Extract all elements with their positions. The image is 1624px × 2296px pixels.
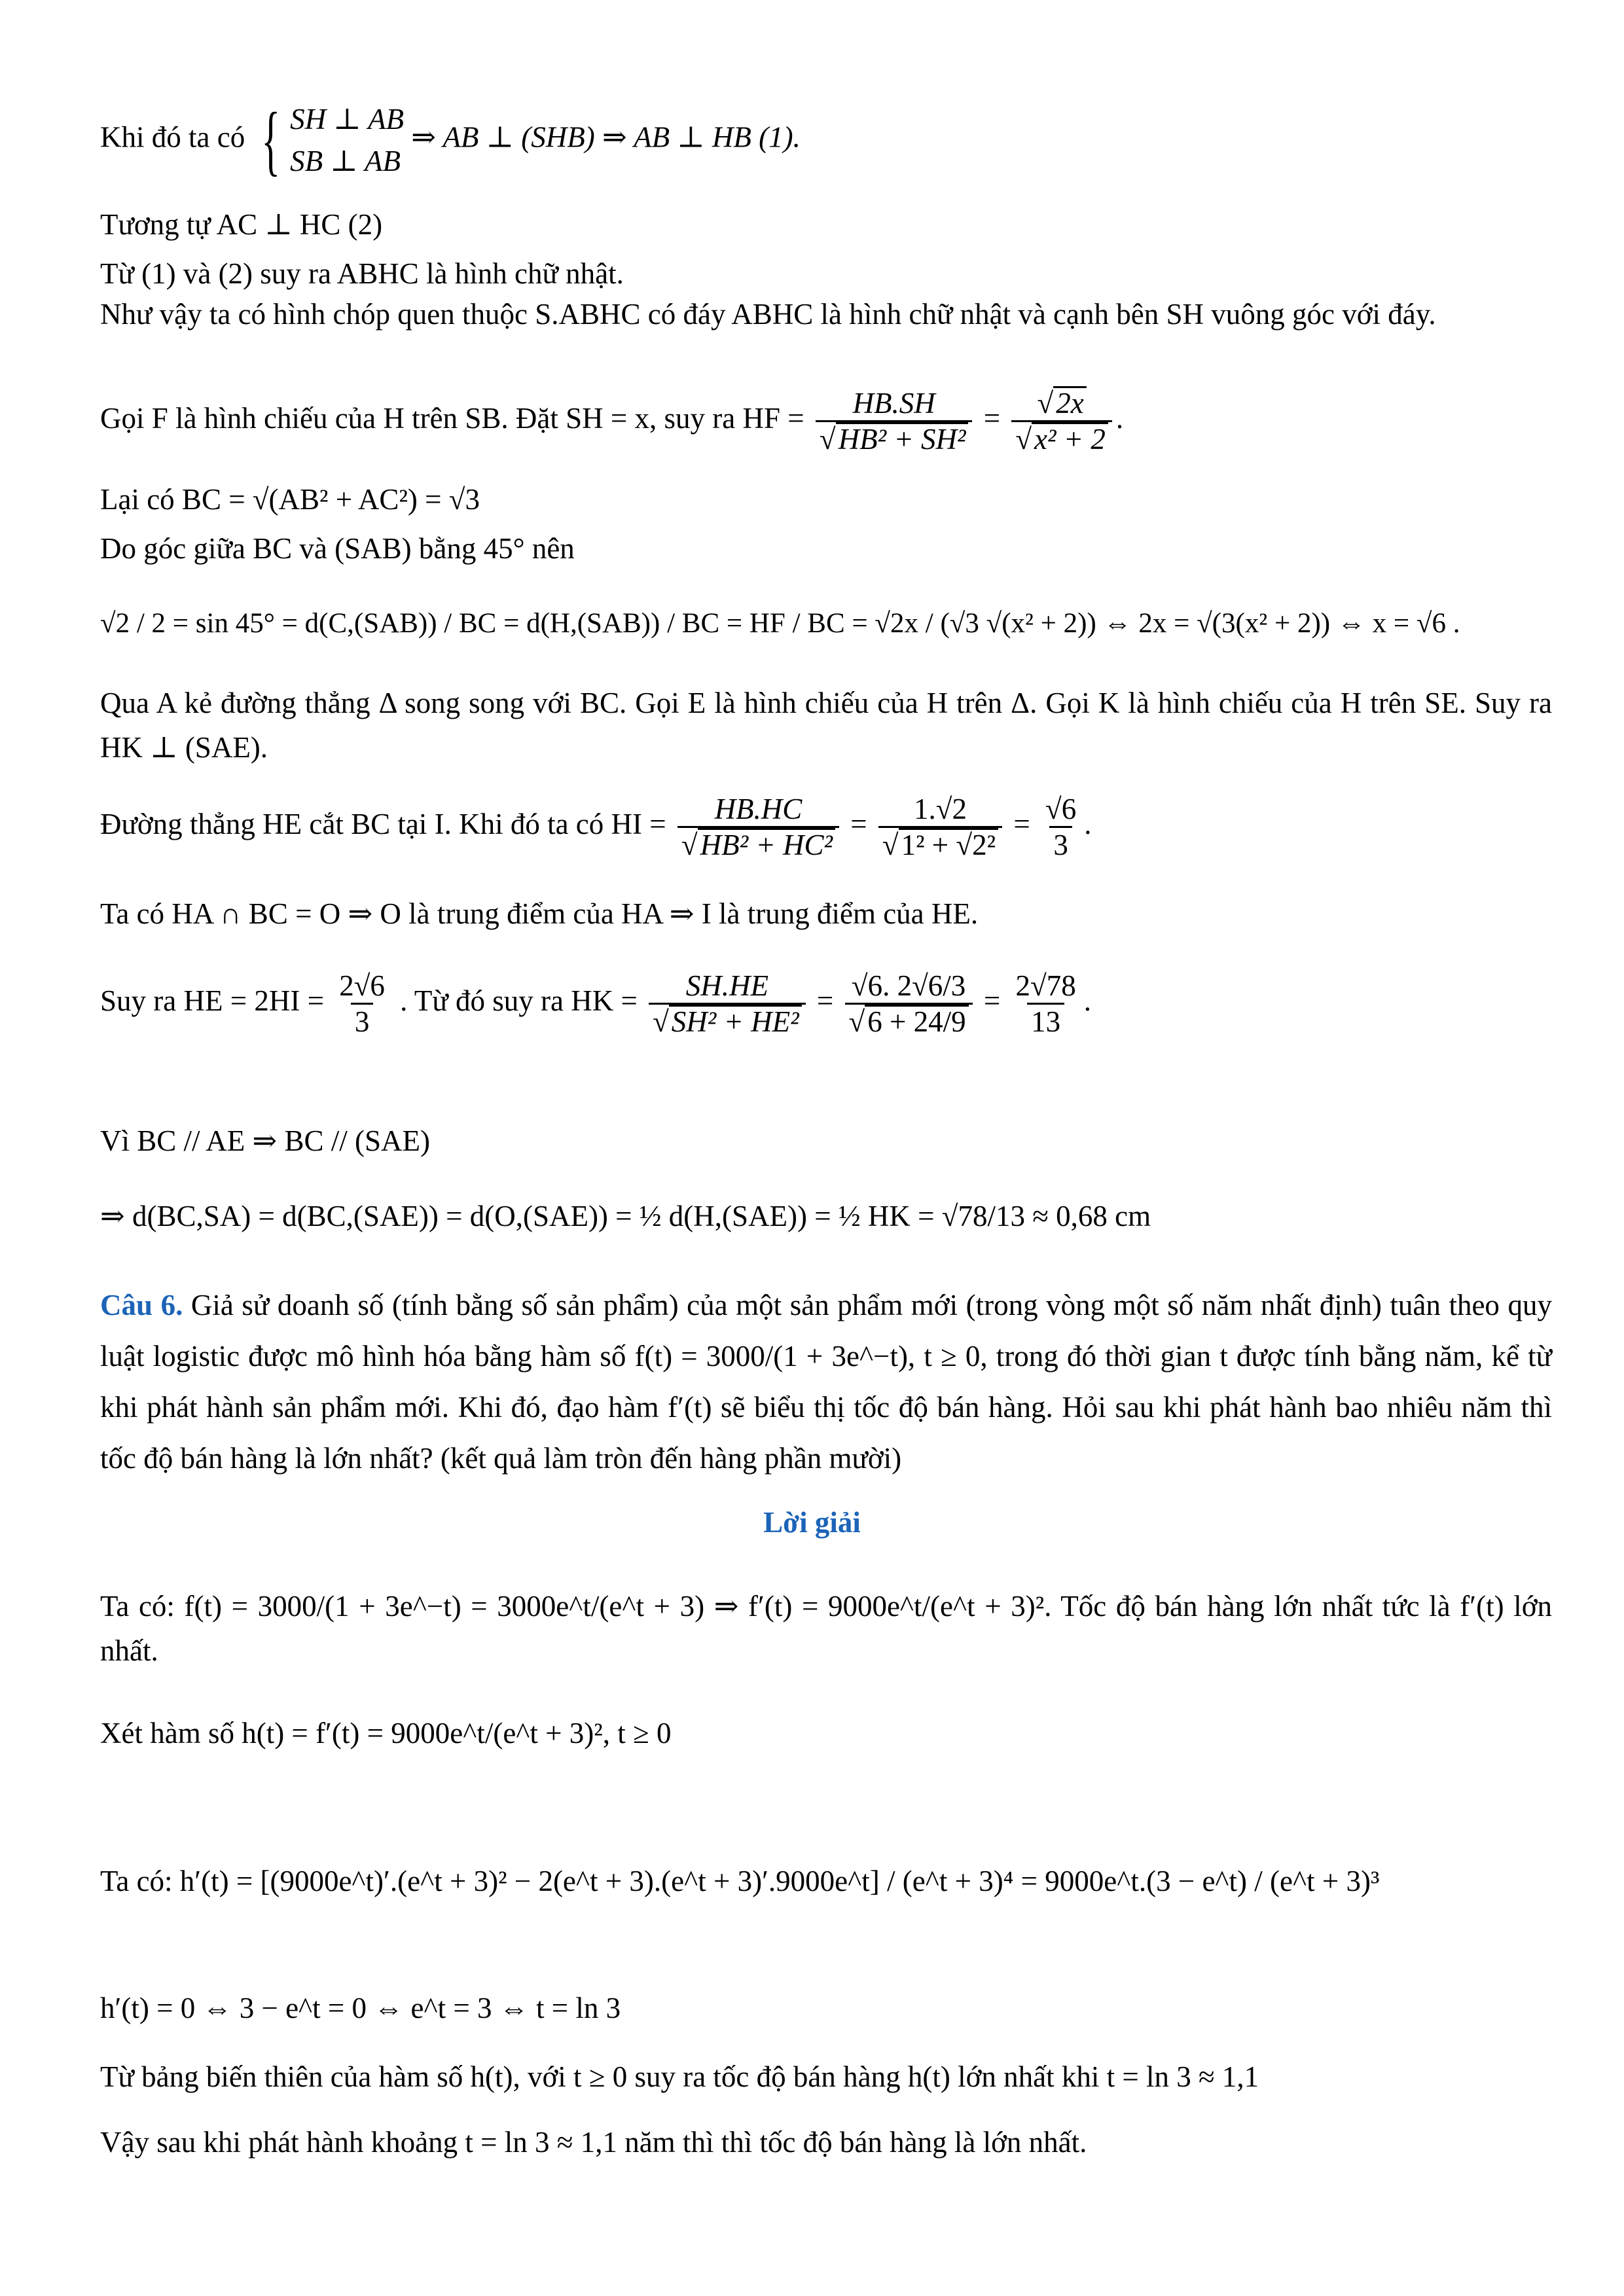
hi-formula-line: Đường thẳng HE cắt BC tại I. Khi đó ta có HI = HB.HC √ HB² + HC² = 1.√2 √ 1² + √2² = $\frac{√6}{3}$ . bbox=[100, 792, 1091, 862]
hi-fraction-3 bbox=[1041, 792, 1080, 862]
delta-construction: Qua A kẻ đường thẳng Δ song song với BC. Gọi E là hình chiếu của H trên Δ. Gọi K là hình chiếu của H trên SE. Suy ra HK ⊥ (SAE). bbox=[100, 687, 1552, 764]
hi-intro: Đường thẳng HE cắt BC tại I. Khi đó ta có HI = bbox=[100, 807, 666, 840]
hf-intro: Gọi F là hình chiếu của H trên SB. Đặt SH = x, suy ra HF = bbox=[100, 401, 804, 435]
rectangle-conclusion: Từ (1) và (2) suy ra ABHC là hình chữ nhật. bbox=[100, 257, 624, 290]
hk-fraction-1 bbox=[649, 969, 806, 1039]
midpoint-line: Ta có HA ∩ BC = O ⇒ O là trung điểm của HA ⇒ I là trung điểm của HE. bbox=[100, 897, 979, 930]
hk-fraction-2 bbox=[845, 969, 973, 1039]
distance-result: ⇒ d(BC,SA) = d(BC,(SAE)) = d(O,(SAE)) = ½ d(H,(SAE)) = ½ HK = √78/13 ≈ 0,68 cm bbox=[100, 1200, 1151, 1232]
hf-den-1: HB² + SH² bbox=[836, 422, 969, 454]
hf-den-2: x² + 2 bbox=[1032, 422, 1108, 454]
question-text: Giả sử doanh số (tính bằng số sản phẩm) của một sản phẩm mới (trong vòng một số năm nhất định) tuân theo quy luật logistic được mô hình hóa bằng hàm số f(t) = 3000/(1 + 3e^−t), t ≥ 0, trong đó thời gian t được tính bằng năm, kể từ khi phát hành sản phẩm mới. Khi đó, đạo hàm f′(t) sẽ biểu thị tốc độ bán hàng. Hỏi sau khi phát hành bao nhiêu năm thì tốc độ bán hàng là lớn nhất? (kết quả làm tròn đến hàng phần mười) bbox=[100, 1289, 1552, 1475]
solution-step-5: Từ bảng biến thiên của hàm số h(t), với t ≥ 0 suy ra tốc độ bán hàng h(t) lớn nhất khi t = ln 3 ≈ 1,1 bbox=[100, 2060, 1259, 2093]
he-den: 3 bbox=[351, 1003, 374, 1039]
hk-den-1: SH² + HE² bbox=[669, 1005, 802, 1037]
similar-line: Tương tự AC ⊥ HC (2) bbox=[100, 208, 383, 241]
solution-step-4: h′(t) = 0 ⇔ 3 − e^t = 0 ⇔ e^t = 3 ⇔ t = ln 3 bbox=[100, 1992, 621, 2024]
pyramid-statement: Như vậy ta có hình chóp quen thuộc S.ABHC có đáy ABHC là hình chữ nhật và cạnh bên SH vuông góc với đáy. bbox=[100, 298, 1436, 331]
text-intro: Khi đó ta có bbox=[100, 120, 245, 154]
solution-step-1: Ta có: f(t) = 3000/(1 + 3e^−t) = 3000e^t/(e^t + 3) ⇒ f′(t) = 9000e^t/(e^t + 3)². Tốc độ bán hàng lớn nhất tức là f′(t) lớn nhất. bbox=[100, 1590, 1552, 1667]
hi-fraction-1 bbox=[677, 792, 839, 862]
hi-den-2: 1² + √2² bbox=[899, 828, 999, 860]
x-solution: ⇔ 2x = √(3(x² + 2)) ⇔ x = √6 . bbox=[1103, 608, 1460, 639]
solution-conclusion: Vậy sau khi phát hành khoảng t = ln 3 ≈ 1,1 năm thì thì tốc độ bán hàng là lớn nhất. bbox=[100, 2126, 1087, 2159]
solution-heading: Lời giải bbox=[763, 1506, 861, 1539]
hk-den-2: 6 + 24/9 bbox=[865, 1005, 968, 1037]
equation-system: { SH ⊥ AB SB ⊥ AB bbox=[261, 96, 405, 183]
hi-num-2: 1.√2 bbox=[914, 793, 967, 825]
he-intro: Suy ra HE = 2HI = bbox=[100, 984, 324, 1017]
system-line bbox=[100, 98, 801, 182]
system-eq-1: SH ⊥ AB bbox=[290, 103, 405, 135]
hf-num-1: HB.SH bbox=[852, 387, 935, 420]
sin-equation bbox=[100, 605, 1460, 642]
sin-chain: √2 / 2 = sin 45° = d(C,(SAB)) / BC = d(H,(SAB)) / BC = HF / BC = √2x / (√3 √(x² + 2)) bbox=[100, 608, 1096, 639]
hf-fraction-2 bbox=[1011, 386, 1112, 456]
implication: ⇒ AB ⊥ (SHB) ⇒ AB ⊥ HB (1). bbox=[411, 120, 801, 154]
hk-num-1: SH.HE bbox=[685, 969, 768, 1002]
hk-num-2: √6. 2√6/3 bbox=[851, 969, 966, 1002]
question-label: Câu 6. bbox=[100, 1289, 183, 1321]
hk-fraction-3 bbox=[1012, 969, 1080, 1039]
hk-formula-line: Suy ra HE = 2HI = $\frac{2√6}{3}$ . Từ đó suy ra HK = SH.HE √ SH² + HE² = √6. 2√6/3 √ 6 + 24/9 = $\frac{2√78}{13}$ . bbox=[100, 969, 1091, 1039]
parallel-line: Vì BC // AE ⇒ BC // (SAE) bbox=[100, 1124, 431, 1157]
hk-num-3: 2√78 bbox=[1015, 969, 1076, 1002]
he-num: 2√6 bbox=[339, 969, 385, 1002]
hk-den-3: 13 bbox=[1027, 1003, 1064, 1039]
angle-statement: Do góc giữa BC và (SAB) bằng 45° nên bbox=[100, 532, 575, 565]
hf-num-2: 2x bbox=[1053, 386, 1086, 418]
question-6 bbox=[100, 1280, 1552, 1484]
hi-num-3: √6 bbox=[1045, 793, 1077, 825]
solution-step-2: Xét hàm số h(t) = f′(t) = 9000e^t/(e^t + 3)², t ≥ 0 bbox=[100, 1717, 672, 1749]
hi-den-3: 3 bbox=[1049, 826, 1072, 862]
system-eq-2: SB ⊥ AB bbox=[290, 145, 401, 177]
solution-step-3: Ta có: h′(t) = [(9000e^t)′.(e^t + 3)² − 2(e^t + 3).(e^t + 3)′.9000e^t] / (e^t + 3)⁴ = 9000e^t.(3 − e^t) / (e^t + 3)³ bbox=[100, 1865, 1380, 1897]
hf-fraction-1 bbox=[816, 386, 973, 456]
bc-length: Lại có BC = √(AB² + AC²) = √3 bbox=[100, 483, 480, 516]
hi-fraction-2 bbox=[878, 792, 1002, 862]
hk-intro: . Từ đó suy ra HK = bbox=[400, 984, 638, 1017]
hf-formula-line: Gọi F là hình chiếu của H trên SB. Đặt SH = x, suy ra HF = HB.SH √ HB² + SH² = √ 2x √ x² + 2 . bbox=[100, 386, 1123, 456]
hi-den-1: HB² + HC² bbox=[698, 828, 835, 860]
hi-num-1: HB.HC bbox=[714, 793, 803, 825]
he-fraction bbox=[335, 969, 389, 1039]
